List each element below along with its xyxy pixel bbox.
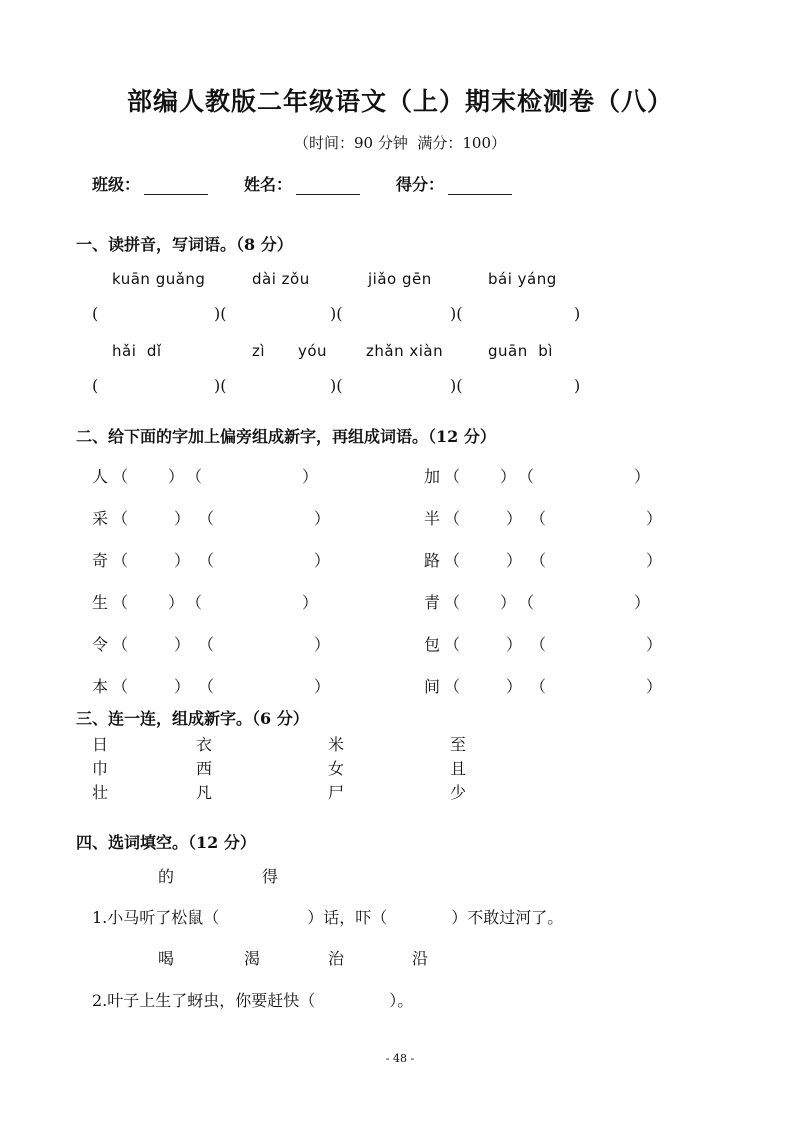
match-char[interactable]: 衣 [196,735,213,754]
question-2 [92,988,413,1011]
paren-close: ) [574,376,581,395]
q1-part-a: 1.小马听了松鼠（ [92,908,220,927]
paren-close: ） [634,467,651,486]
class-label: 班级： [92,175,141,194]
paren-close: ） [314,509,331,528]
paren-open: （ [444,509,461,528]
paren-open: （ [444,593,461,612]
match-char[interactable]: 女 [328,759,345,778]
char-item: 采 [92,509,109,528]
char-item: 青 [424,593,441,612]
score-label: 得分： [396,175,445,194]
pinyin-item: zì [252,342,266,360]
paren-open: （ [112,593,129,612]
paren-open: （ [198,635,215,654]
word-option: 喝 [158,949,175,968]
paren-close: ） [174,551,191,570]
paren-open: （ [198,677,215,696]
page-title: 部编人教版二年级语文（上）期末检测卷（八） [126,87,673,116]
paren-open: ( [92,304,99,323]
paren-close: ） [506,509,523,528]
paren-open: （ [112,677,129,696]
word-option: 沿 [412,949,429,968]
paren-close: ） [302,467,319,486]
page-number: - 48 - [385,1052,415,1065]
name-label: 姓名： [244,175,293,194]
paren-close: ） [168,593,185,612]
exam-subtitle: （时间：90 分钟 满分：100） [293,134,507,152]
match-char[interactable]: 尸 [328,783,345,802]
paren-close: ） [500,593,517,612]
match-char[interactable]: 巾 [92,759,109,778]
paren-open: （ [444,635,461,654]
paren-pair: )( [450,304,463,323]
paren-open: （ [112,509,129,528]
match-char[interactable]: 日 [92,735,109,754]
paren-close: ） [314,635,331,654]
paren-open: （ [530,509,547,528]
char-item: 令 [92,635,109,654]
pinyin-item: bái yáng [488,270,557,288]
pinyin-item: zhǎn xiàn [366,342,444,360]
paren-open: （ [530,635,547,654]
paren-pair: )( [214,304,227,323]
section1-heading: 一、读拼音，写词语。（8 分） [76,235,293,254]
name-blank[interactable] [296,180,360,195]
match-char[interactable]: 凡 [196,783,213,802]
char-item: 间 [424,677,441,696]
paren-close: ） [634,593,651,612]
paren-open: （ [518,593,535,612]
q2-part-b: ）。 [389,991,414,1010]
paren-close: ） [506,677,523,696]
paren-close: ） [174,635,191,654]
paren-close: ） [646,551,663,570]
char-item: 路 [424,551,441,570]
score-field [396,172,512,195]
match-char[interactable]: 且 [450,759,467,778]
paren-open: （ [518,467,535,486]
match-char[interactable]: 壮 [92,783,109,802]
section4-heading: 四、选词填空。（12 分） [76,833,256,852]
paren-open: （ [198,509,215,528]
paren-close: ） [314,551,331,570]
pinyin-item: guān bì [488,342,553,360]
paren-close: ） [506,551,523,570]
paren-close: ） [314,677,331,696]
paren-open: ( [92,376,99,395]
paren-close: ） [646,509,663,528]
paren-close: ) [574,304,581,323]
char-item: 包 [424,635,441,654]
pinyin-item: jiǎo gēn [368,270,432,288]
score-blank[interactable] [448,180,512,195]
char-item: 奇 [92,551,109,570]
match-char[interactable]: 至 [450,735,467,754]
char-item: 半 [424,509,441,528]
paren-open: （ [112,467,129,486]
paren-pair: )( [330,304,343,323]
paren-close: ） [646,635,663,654]
paren-close: ） [646,677,663,696]
char-item: 本 [92,677,109,696]
paren-open: （ [186,593,203,612]
paren-pair: )( [330,376,343,395]
match-char[interactable]: 米 [328,735,345,754]
paren-pair: )( [214,376,227,395]
paren-close: ） [174,677,191,696]
word-option: 治 [328,949,345,968]
paren-close: ） [302,593,319,612]
paren-open: （ [444,467,461,486]
section3-heading: 三、连一连，组成新字。（6 分） [76,709,309,728]
paren-close: ） [168,467,185,486]
word-option: 的 [158,867,175,886]
pinyin-item: kuān guǎng [112,270,206,288]
name-field [244,172,360,195]
paren-close: ） [506,635,523,654]
paren-open: （ [186,467,203,486]
paren-open: （ [444,677,461,696]
pinyin-item: yóu [298,342,328,360]
paren-open: （ [530,551,547,570]
question-1 [92,905,563,928]
char-item: 加 [424,467,441,486]
section2-heading: 二、给下面的字加上偏旁组成新字，再组成词语。（12 分） [76,427,496,446]
paren-close: ） [174,509,191,528]
paren-open: （ [112,635,129,654]
char-item: 生 [92,593,109,612]
q1-part-b: ）话，吓（ [307,908,388,927]
pinyin-item: dài zǒu [252,270,310,288]
word-option: 得 [262,867,279,886]
paren-open: （ [198,551,215,570]
match-char[interactable]: 少 [450,783,467,802]
paren-open: （ [112,551,129,570]
word-option: 渴 [244,949,261,968]
char-item: 人 [92,467,109,486]
class-blank[interactable] [144,180,208,195]
class-field [92,172,208,195]
q2-part-a: 2.叶子上生了蚜虫，你要赶快（ [92,991,316,1010]
match-char[interactable]: 西 [196,759,213,778]
paren-close: ） [500,467,517,486]
pinyin-item: hǎi dǐ [112,342,162,360]
paren-open: （ [444,551,461,570]
q1-part-c: ）不敢过河了。 [451,908,564,927]
paren-pair: )( [450,376,463,395]
paren-open: （ [530,677,547,696]
